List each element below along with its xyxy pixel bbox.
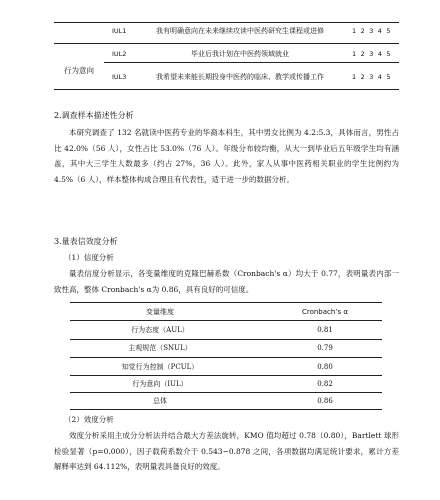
item-text: 毕业后我计划在中医药领域就业 bbox=[191, 50, 289, 58]
table-top-rule bbox=[70, 302, 382, 303]
item-code: IUL2 bbox=[112, 50, 127, 58]
alpha-value: 0.79 bbox=[317, 344, 333, 352]
column-header: 变量维度 bbox=[146, 308, 174, 316]
paragraph: 量表信度分析显示，各变量维度的克隆巴赫系数（Cronbach's α）均大于 0.77，表明量表内部一致性高，整体 Cronbach's α为 0.86，具有良好的可信度。 bbox=[54, 269, 399, 294]
likert-scale: 1 2 3 4 5 bbox=[352, 73, 392, 81]
table-divider bbox=[70, 339, 382, 340]
dimension-name: 知觉行为控制（PCUL） bbox=[121, 363, 199, 371]
table-bottom-rule bbox=[70, 409, 382, 410]
table-divider bbox=[70, 392, 382, 393]
section-heading: 3.量表信效度分析 bbox=[54, 237, 118, 246]
paragraph: 效度分析采用主成分分析法并结合最大方差法旋转，KMO 值均超过 0.78（0.80），Bartlett 球形检验显著（p=0.000），因子载荷系数介于 0.543~0.878 之间，各项数据均满足统计要求，累计方差解释率达到 64.112%，表明量表具备良好的效度。 bbox=[54, 431, 399, 471]
item-code: IUL3 bbox=[112, 73, 127, 81]
group-label: 行为意向 bbox=[64, 66, 94, 75]
dimension-name: 主观规范（SNUL） bbox=[128, 344, 192, 352]
dimension-name: 总体 bbox=[153, 397, 167, 405]
table-divider bbox=[54, 43, 399, 44]
alpha-value: 0.81 bbox=[317, 326, 333, 334]
column-header: Cronbach’s α bbox=[301, 308, 349, 316]
alpha-value: 0.80 bbox=[317, 363, 333, 371]
subsection-heading: （1）信度分析 bbox=[64, 253, 114, 262]
dimension-name: 行为态度（AUL） bbox=[131, 326, 189, 334]
item-text: 我希望未来能长期投身中医药的临床、教学或传播工作 bbox=[156, 73, 324, 81]
alpha-value: 0.86 bbox=[317, 397, 333, 405]
table-header-rule bbox=[70, 320, 382, 321]
table-divider bbox=[70, 375, 382, 376]
dimension-name: 行为意向（IUL） bbox=[132, 380, 188, 388]
item-code: IUL1 bbox=[112, 27, 127, 35]
table-divider bbox=[104, 62, 399, 63]
item-text: 我有明确意向在未来继续攻读中医药研究生课程或进修 bbox=[156, 27, 324, 35]
likert-scale: 1 2 3 4 5 bbox=[352, 50, 392, 58]
likert-scale: 1 2 3 4 5 bbox=[352, 27, 392, 35]
paragraph: 本研究调查了 132 名就读中医药专业的华裔本科生，其中男女比例为 4.2:5.3，具体而言，男性占比 42.0%（56 人），女性占比 53.0%（76 人）。年级分布较均衡，从大一到毕业后五年级学生均有涵盖，其中大三学生人数最多（约占 27%，36 人）。此外，家人从事中医药相关职业的学生比例约为 4.5%（6 人），样本整体构成合理且有代表性，适于进一步的数据分析。 bbox=[54, 128, 399, 184]
table-divider bbox=[54, 22, 399, 23]
subsection-heading: （2）效度分析 bbox=[64, 415, 114, 424]
section-heading: 2.调查样本描述性分析 bbox=[54, 111, 134, 120]
alpha-value: 0.82 bbox=[317, 380, 333, 388]
table-divider bbox=[70, 357, 382, 358]
table-divider bbox=[54, 89, 399, 90]
